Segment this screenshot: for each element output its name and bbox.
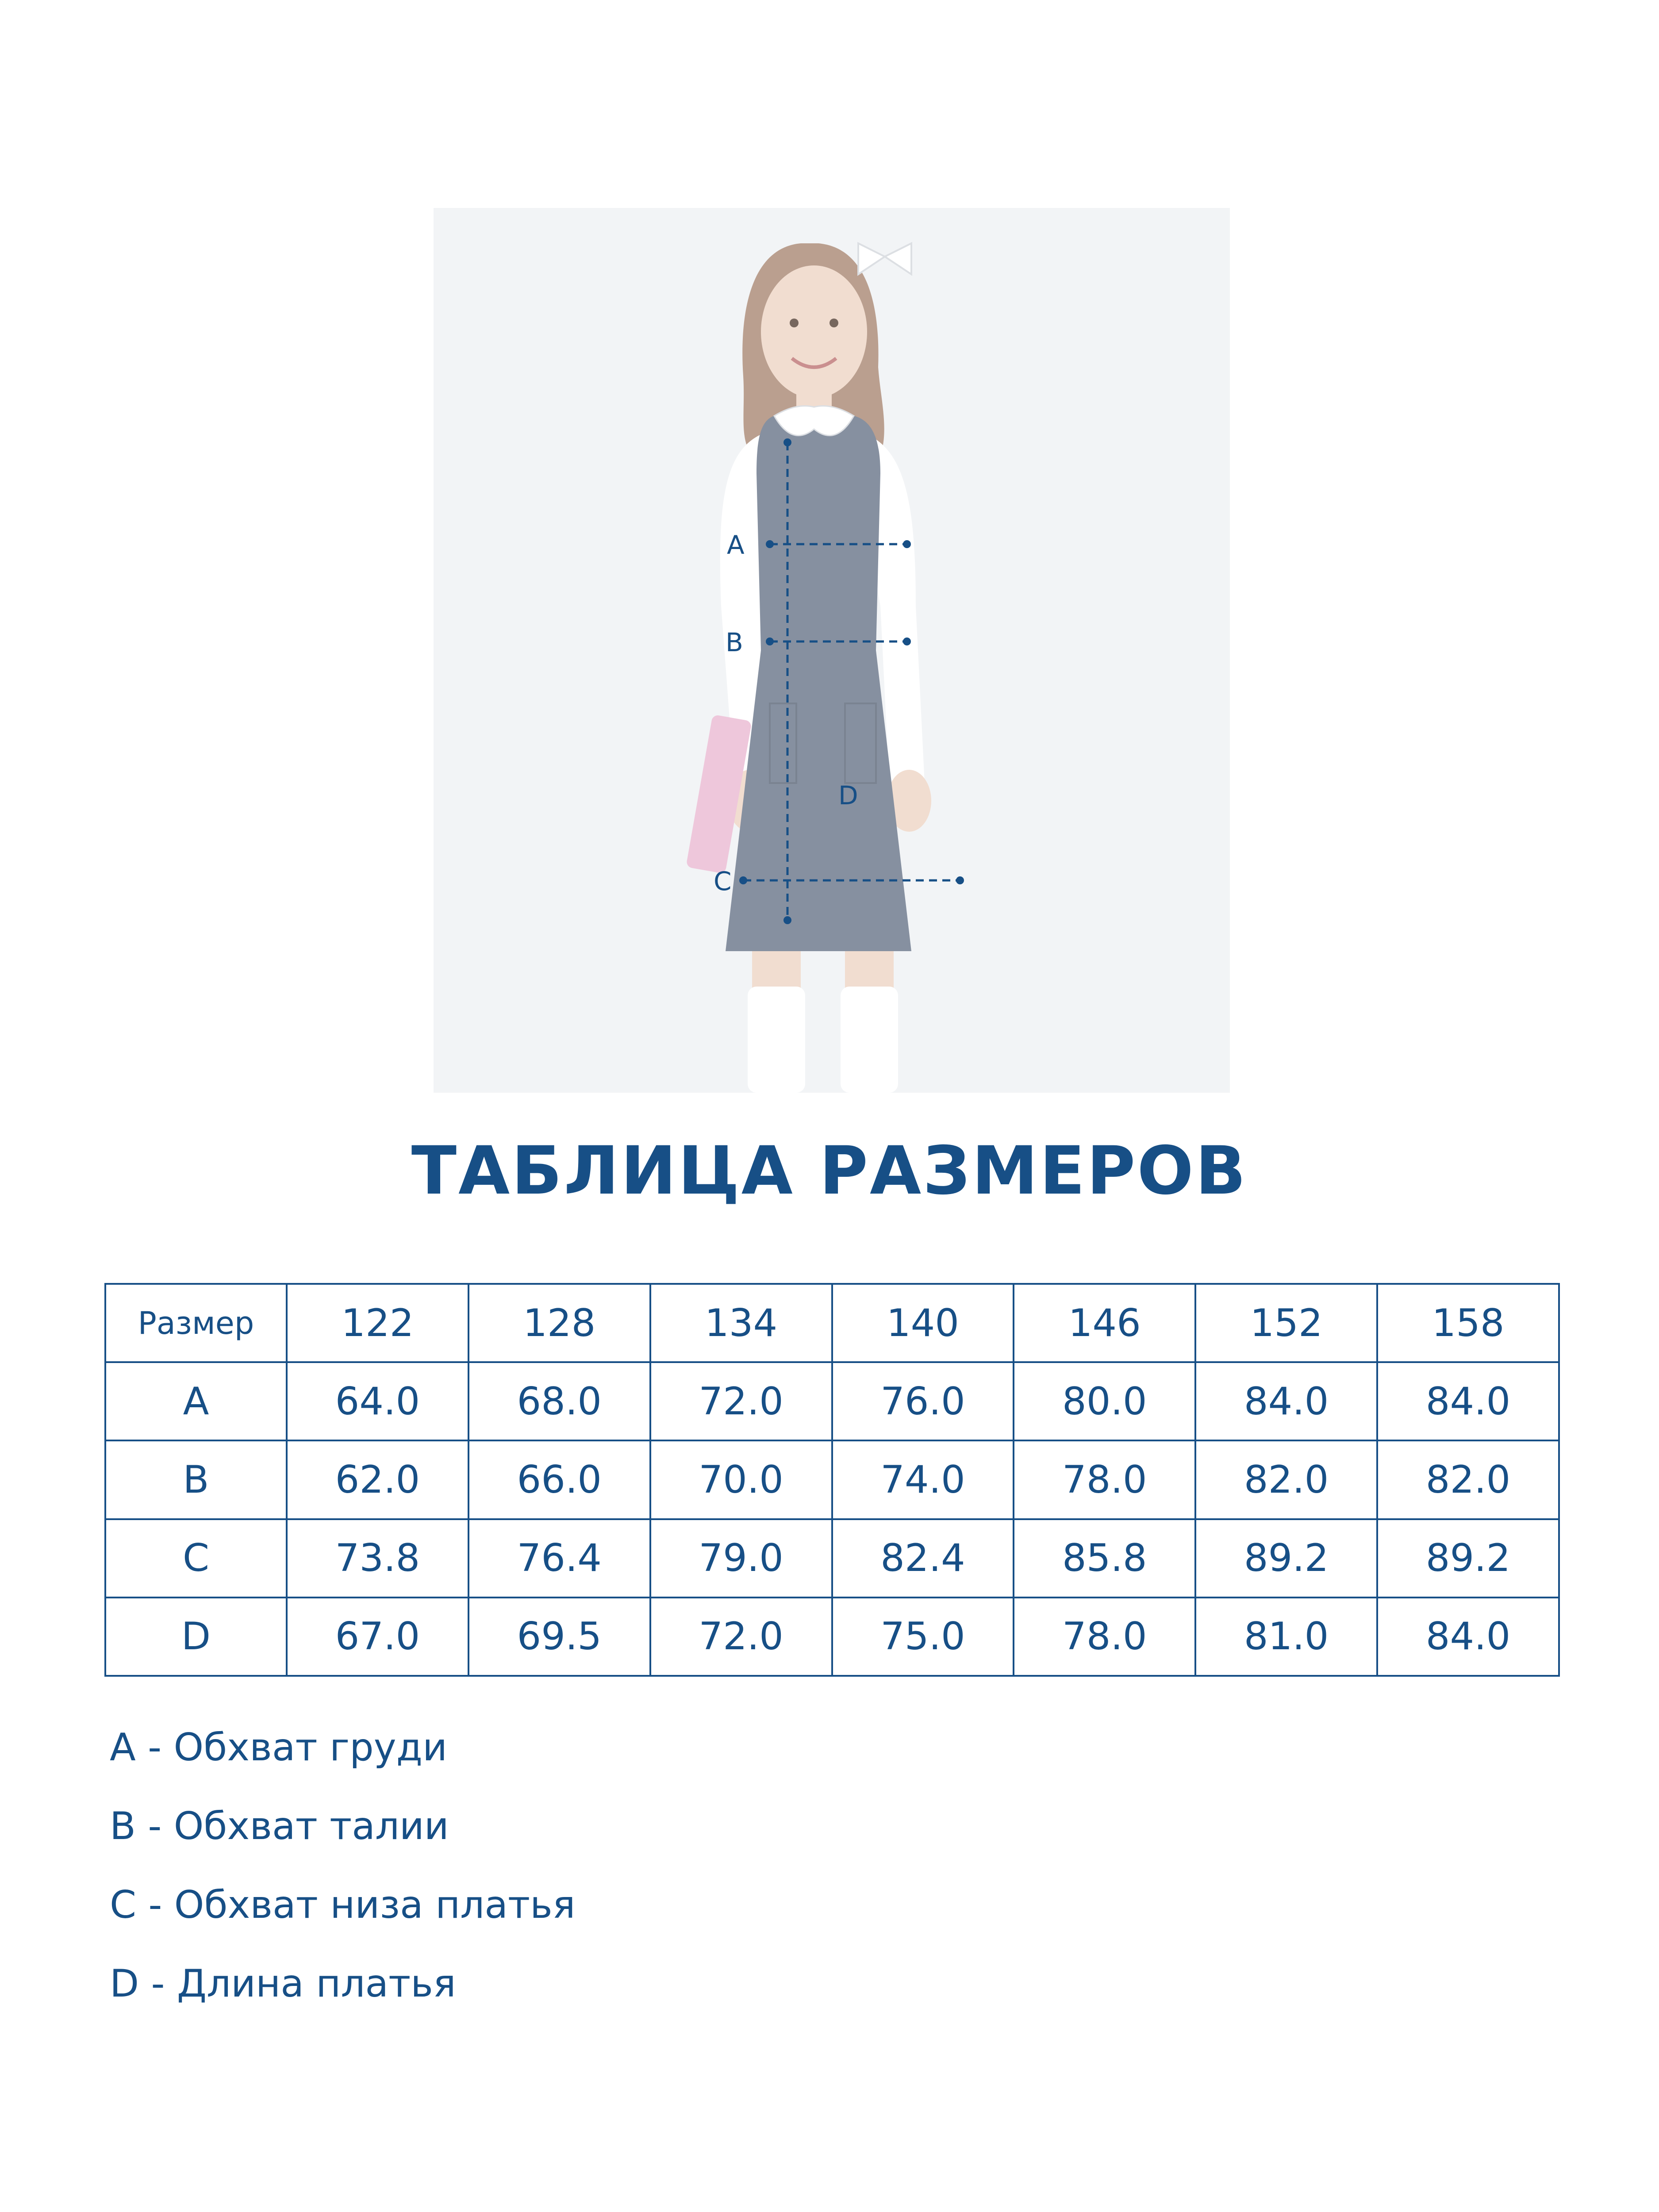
table-cell: 78.0 xyxy=(1014,1598,1195,1676)
table-row xyxy=(105,1598,1559,1676)
table-cell: 79.0 xyxy=(650,1519,832,1598)
table-cell: 78.0 xyxy=(1014,1440,1195,1519)
size-table xyxy=(104,1283,1560,1677)
table-cell: 80.0 xyxy=(1014,1362,1195,1440)
table-row xyxy=(105,1440,1559,1519)
table-cell: 82.0 xyxy=(1377,1440,1559,1519)
product-photo xyxy=(434,208,1230,1093)
legend-item-d: D - Длина платья xyxy=(110,1962,456,2006)
table-cell: 74.0 xyxy=(832,1440,1014,1519)
table-cell: 75.0 xyxy=(832,1598,1014,1676)
marker-d: D xyxy=(838,780,858,810)
size-header: 158 xyxy=(1377,1284,1559,1362)
legend-item-b: B - Обхват талии xyxy=(110,1804,449,1848)
size-header: 122 xyxy=(287,1284,469,1362)
table-cell: 72.0 xyxy=(650,1362,832,1440)
table-cell: 73.8 xyxy=(287,1519,469,1598)
table-cell: 89.2 xyxy=(1377,1519,1559,1598)
page-title: ТАБЛИЦА РАЗМЕРОВ xyxy=(411,1133,1248,1210)
table-cell: 70.0 xyxy=(650,1440,832,1519)
table-cell: 85.8 xyxy=(1014,1519,1195,1598)
table-row xyxy=(105,1519,1559,1598)
size-header: 128 xyxy=(469,1284,650,1362)
measurement-legend xyxy=(110,1725,576,2040)
size-header: 152 xyxy=(1195,1284,1377,1362)
row-label: B xyxy=(105,1440,287,1519)
table-cell: 84.0 xyxy=(1377,1598,1559,1676)
table-cell: 76.0 xyxy=(832,1362,1014,1440)
table-cell: 66.0 xyxy=(469,1440,650,1519)
table-cell: 64.0 xyxy=(287,1362,469,1440)
table-cell: 84.0 xyxy=(1377,1362,1559,1440)
size-header: 146 xyxy=(1014,1284,1195,1362)
row-label: C xyxy=(105,1519,287,1598)
legend-item-c: C - Обхват низа платья xyxy=(110,1883,576,1927)
table-cell: 82.0 xyxy=(1195,1440,1377,1519)
table-cell: 84.0 xyxy=(1195,1362,1377,1440)
legend-item-a: A - Обхват груди xyxy=(110,1725,447,1770)
table-cell: 89.2 xyxy=(1195,1519,1377,1598)
table-cell: 68.0 xyxy=(469,1362,650,1440)
table-cell: 72.0 xyxy=(650,1598,832,1676)
size-header: 140 xyxy=(832,1284,1014,1362)
marker-c: C xyxy=(714,866,732,896)
table-cell: 81.0 xyxy=(1195,1598,1377,1676)
marker-b: B xyxy=(726,627,743,657)
table-cell: 76.4 xyxy=(469,1519,650,1598)
table-cell: 69.5 xyxy=(469,1598,650,1676)
girl-in-dress-illustration xyxy=(434,208,1230,1093)
table-row xyxy=(105,1362,1559,1440)
table-cell: 62.0 xyxy=(287,1440,469,1519)
table-header-row xyxy=(105,1284,1559,1362)
row-label: D xyxy=(105,1598,287,1676)
size-header: 134 xyxy=(650,1284,832,1362)
table-cell: 67.0 xyxy=(287,1598,469,1676)
corner-label: Размер xyxy=(105,1284,287,1362)
table-cell: 82.4 xyxy=(832,1519,1014,1598)
row-label: A xyxy=(105,1362,287,1440)
marker-a: A xyxy=(727,530,745,560)
